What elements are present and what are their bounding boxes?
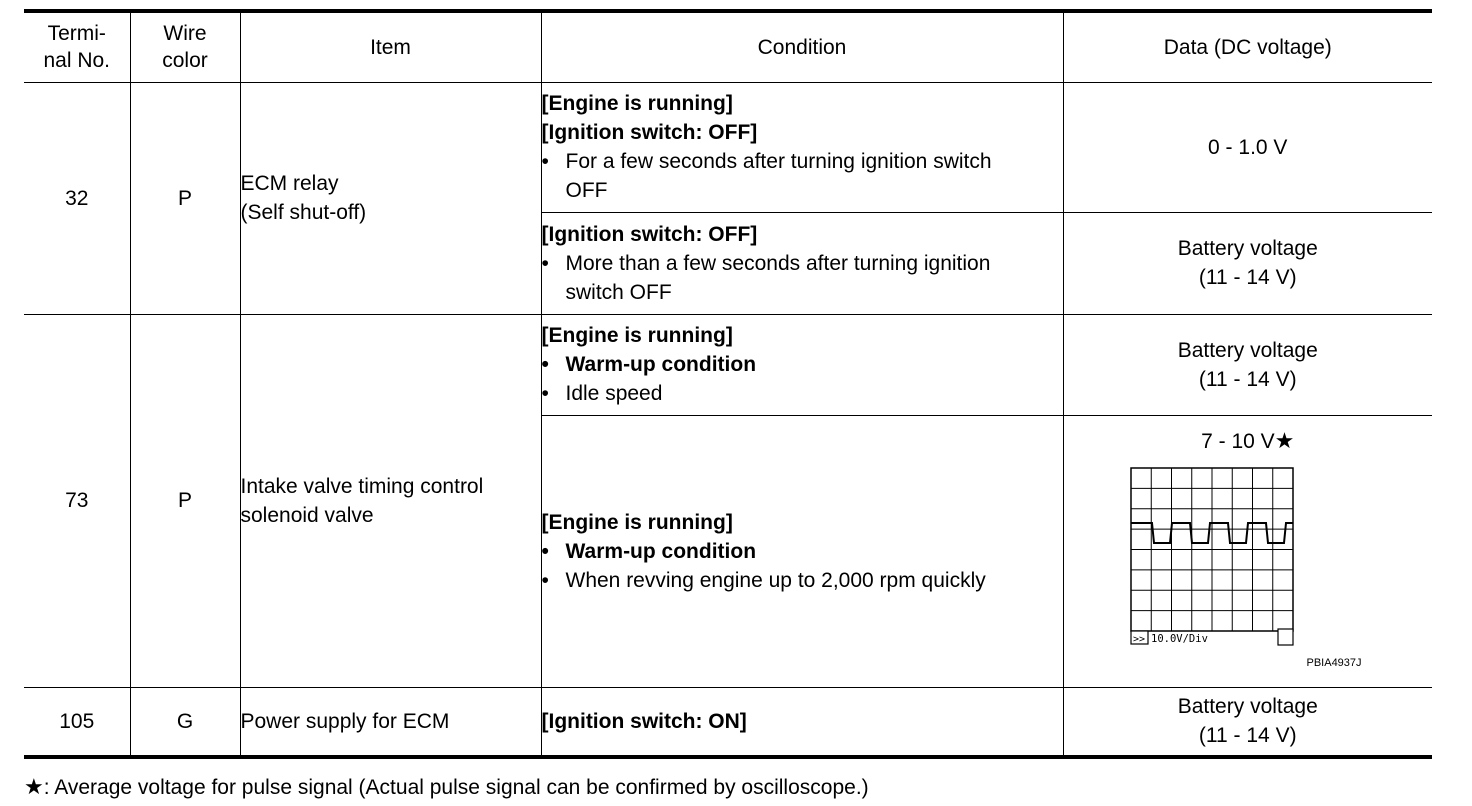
item-name: ECM relay (Self shut-off) — [240, 82, 541, 314]
table-header-row — [24, 11, 1432, 82]
data-value: Battery voltage (11 - 14 V) — [1063, 687, 1432, 757]
footnote-text: : Average voltage for pulse signal (Actual pulse signal can be confirmed by oscilloscope.) — [43, 776, 869, 799]
condition-cell: [Engine is running] • Warm-up condition • When revving engine up to 2,000 rpm quickly — [541, 415, 1063, 687]
condition-cell: [Engine is running] [Ignition switch: OFF] • For a few seconds after turning ignition switch OFF — [541, 82, 1063, 212]
table-row — [24, 82, 1432, 212]
item-name: Intake valve timing control solenoid valve — [240, 314, 541, 687]
terminal-number: 73 — [24, 314, 130, 687]
header-item: Item — [240, 11, 541, 82]
header-condition: Condition — [541, 11, 1063, 82]
table-row — [24, 687, 1432, 757]
wire-color: G — [130, 687, 240, 757]
terminal-data-table — [24, 9, 1432, 759]
header-data: Data (DC voltage) — [1063, 11, 1432, 82]
oscilloscope-grid — [1131, 468, 1293, 631]
scope-scale-label: 10.0V/Div — [1150, 633, 1208, 645]
scope-marker: >> — [1132, 634, 1145, 645]
condition-bullet: • When revving engine up to 2,000 rpm quickly — [541, 568, 986, 592]
pulse-average-value: 7 - 10 V★ — [1201, 428, 1295, 453]
condition-cell: [Ignition switch: ON] — [541, 687, 1063, 757]
star-icon: ★ — [1274, 428, 1295, 453]
condition-bullet: • Idle speed — [541, 382, 663, 405]
item-name: Power supply for ECM — [240, 687, 541, 757]
header-terminal-no: Termi- nal No. — [24, 11, 130, 82]
condition-cell: [Engine is running] • Warm-up condition • Idle speed — [541, 314, 1063, 415]
condition-bullet: • Warm-up condition — [541, 539, 757, 563]
table-row — [24, 314, 1432, 415]
oscilloscope-waveform-figure — [1130, 467, 1296, 647]
star-icon: ★ — [24, 774, 44, 799]
condition-cell: [Ignition switch: OFF] • More than a few seconds after turning ignition switch OFF — [541, 212, 1063, 314]
data-value: 0 - 1.0 V — [1063, 82, 1432, 212]
data-value-with-scope — [1063, 415, 1432, 687]
condition-bullet: • More than a few seconds after turning ignition switch OFF — [541, 251, 991, 304]
terminal-number: 105 — [24, 687, 130, 757]
wire-color: P — [130, 314, 240, 687]
footnote — [24, 772, 869, 802]
header-wire-color: Wire color — [130, 11, 240, 82]
data-value: Battery voltage (11 - 14 V) — [1063, 314, 1432, 415]
terminal-number: 32 — [24, 82, 130, 314]
figure-code: PBIA4937J — [1306, 657, 1362, 669]
condition-bullet: • Warm-up condition — [541, 353, 757, 376]
condition-bullet: • For a few seconds after turning ignition switch OFF — [541, 150, 992, 202]
data-value: Battery voltage (11 - 14 V) — [1063, 212, 1432, 314]
wire-color: P — [130, 82, 240, 314]
